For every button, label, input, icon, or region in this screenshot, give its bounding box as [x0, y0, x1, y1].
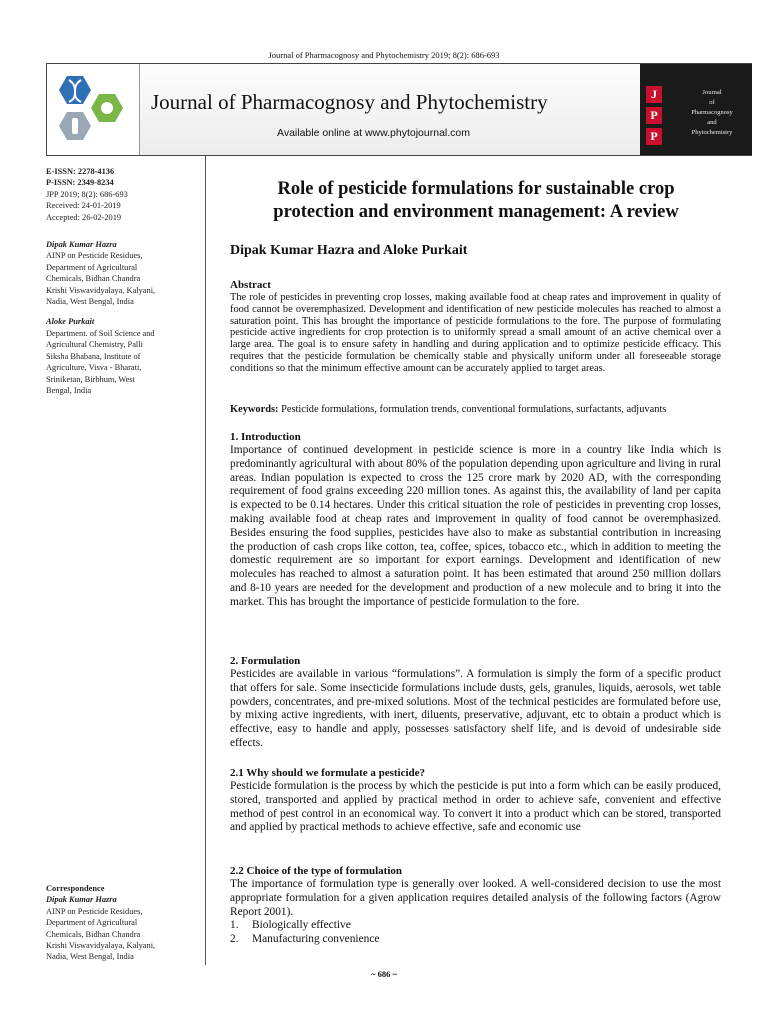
paper-title-line: protection and environment management: A review [273, 202, 679, 222]
affiliation-line: AINP on Pesticide Residues, [46, 251, 143, 261]
available-online-text: Available online at www.phytojournal.com [277, 127, 470, 139]
correspondence-line: Chemicals, Bidhan Chandra [46, 929, 141, 939]
affiliation-author-name: Dipak Kumar Hazra [46, 240, 117, 250]
why-formulate-section [230, 766, 721, 835]
received-date: Received: 24-01-2019 [46, 201, 121, 211]
correspondence-line: Nadia, West Bengal, India [46, 952, 134, 962]
journal-logo [47, 64, 140, 155]
choice-formulation-text: The importance of formulation type is generally over looked. A well-considered decision to use the most appropriate formulation for a given application requires detailed analysis of the following factors (Agrow Report 2001). [230, 878, 721, 918]
pissn: P-ISSN: 2349-8234 [46, 178, 114, 188]
jpp-letters [640, 86, 670, 149]
correspondence-name: Dipak Kumar Hazra [46, 895, 117, 905]
abstract-text: The role of pesticides in preventing crop losses, making available food at cheap rates and improvement in quality of food cannot be overemphasized. Development and identification of new pesticide molecules has reached to almost a saturation point. This has brought the importance of pesticide formulations to the fore. The purpose of formulating pesticide active ingredients for crop protection is to uniformly spread a small amount of an active chemical over a large area. The goal is to ensure safety in handling and during application and to optimize pesticide efficacy. This requires that the pesticide formulation be chemically stable and physically uniform under all foreseeable storage conditions so that the minimum effective amount can be accurately applied to target areas. [230, 292, 721, 374]
list-item-text: Biologically effective [252, 919, 351, 932]
jpp-side-line: of [709, 99, 715, 106]
formulation-heading: 2. Formulation [230, 655, 301, 667]
list-item [230, 933, 721, 947]
jpp-badge [640, 64, 752, 155]
dna-hexagon-logo-icon [47, 64, 139, 155]
correspondence-label: Correspondence [46, 884, 105, 893]
correspondence-line: Department of Agricultural [46, 918, 138, 928]
list-item-number: 1. [230, 919, 239, 932]
journal-citation: Journal of Pharmacognosy and Phytochemistry 2019; 8(2): 686-693 [268, 50, 500, 60]
affiliation-line: Agriculture, Visva - Bharati, [46, 363, 142, 373]
jpp-issue: JPP 2019; 8(2): 686-693 [46, 189, 128, 199]
jpp-side-text [672, 88, 752, 138]
formulation-text: Pesticides are available in various “formulations”. A formulation is simply the form of a specific product that offers for sale. Some insecticide formulations include dusts, gels, granules, liquids, aerosols, wet table powders, concentrates, and pre-mixed solutions. Most of the technical pesticides are formulated before use, by mixing active ingredients, with inert, diluents, preservative, adjuvant, etc to obtain a product which is effective, easy to handle and apply, possesses satisfactory shelf life, and is devoid of undesirable side effects. [230, 668, 721, 749]
affiliation-line: Department. of Soil Science and [46, 328, 155, 338]
sidebar-divider [205, 156, 206, 965]
introduction-heading: 1. Introduction [230, 431, 301, 443]
keywords-section [230, 403, 721, 416]
affiliation-1 [46, 239, 200, 307]
introduction-section [230, 430, 721, 610]
sidebar-meta [46, 166, 200, 396]
list-item [230, 919, 721, 933]
abstract-heading: Abstract [230, 279, 271, 291]
jpp-side-line: Pharmacognosy [691, 109, 733, 116]
journal-title: Journal of Pharmacognosy and Phytochemistry [151, 90, 548, 114]
correspondence-block [46, 883, 200, 963]
publication-meta [46, 166, 200, 223]
affiliation-line: Krishi Viswavidyalaya, Kalyani, [46, 285, 156, 295]
paper-authors: Dipak Kumar Hazra and Aloke Purkait [230, 243, 468, 258]
affiliation-line: Agricultural Chemistry, Palli [46, 340, 143, 350]
affiliation-line: Nadia, West Bengal, India [46, 297, 134, 307]
list-item-text: Manufacturing convenience [252, 932, 380, 945]
keywords [230, 403, 721, 416]
affiliation-line: Bengal, India [46, 385, 92, 395]
formulation-section [230, 654, 721, 751]
jpp-letter: P [646, 128, 662, 145]
page-number: ~ 686 ~ [371, 969, 397, 979]
jpp-side-line: Journal [702, 89, 722, 96]
correspondence-line: AINP on Pesticide Residues, [46, 906, 143, 916]
paper-title-line: Role of pesticide formulations for sustainable crop [277, 179, 675, 199]
jpp-side-line: Phytochemistry [691, 129, 733, 136]
why-formulate-heading: 2.1 Why should we formulate a pesticide? [230, 767, 426, 779]
journal-header-banner [46, 63, 752, 156]
affiliation-line: Chemicals, Bidhan Chandra [46, 274, 141, 284]
why-formulate-text: Pesticide formulation is the process by which the pesticide is put into a form which can be easily produced, stored, transported and applied by practical method in order to achieve safe, convenient and effective method of pest control in an economical way. To convert it into a product which can be stored, transported and applied by practical methods to achieve effective, safe and economic use [230, 780, 721, 834]
eissn: E-ISSN: 2278-4136 [46, 167, 115, 176]
keywords-text: Pesticide formulations, formulation trends, conventional formulations, surfactants, adjuvants [278, 404, 667, 415]
affiliation-author-name: Aloke Purkait [46, 317, 95, 327]
abstract-section [230, 278, 721, 375]
keywords-label: Keywords: [230, 404, 279, 415]
jpp-letter: J [646, 86, 662, 103]
affiliation-line: Department of Agricultural [46, 262, 138, 272]
affiliation-line: Siksha Bhabana, Institute of [46, 351, 141, 361]
correspondence-line: Krishi Viswavidyalaya, Kalyani, [46, 941, 156, 951]
accepted-date: Accepted: 26-02-2019 [46, 212, 122, 222]
paper-title [216, 178, 736, 224]
jpp-letter: P [646, 107, 662, 124]
list-item-number: 2. [230, 932, 239, 945]
choice-formulation-section [230, 864, 721, 947]
affiliation-line: Sriniketan, Birbhum, West [46, 374, 135, 384]
introduction-text: Importance of continued development in pesticide science is more in a country like India which is predominantly agricultural with about 80% of the population depending upon agriculture and living in rural areas. Indian population is expected to cross the 125 crore mark by 2020 AD, with the corresponding requirement of food grains exceeding 220 million tones. As against this, the availability of land per capita is expected to be 0.14 hectares. Under this critical situation the role of pesticides in preventing crop losses, making available food at cheap rates and improvement in quality of food cannot be overemphasized. Besides ensuring the food supplies, pesticides have also to make as substantial contribution in increasing the production of cash crops like cotton, tea, coffee, spices, tobacco etc., which in addition to meeting the domestic requirement are so important for export earnings. Development and identification of new molecules has reached to almost a saturation point. It has been estimated that around 250 million dollars and 8-10 years are needed for the development and production of a new molecule and to bring it into the market. This has brought the importance of pesticide formulation to the fore. [230, 444, 721, 608]
choice-formulation-heading: 2.2 Choice of the type of formulation [230, 865, 403, 877]
affiliation-2 [46, 316, 200, 396]
jpp-side-line: and [707, 119, 717, 126]
